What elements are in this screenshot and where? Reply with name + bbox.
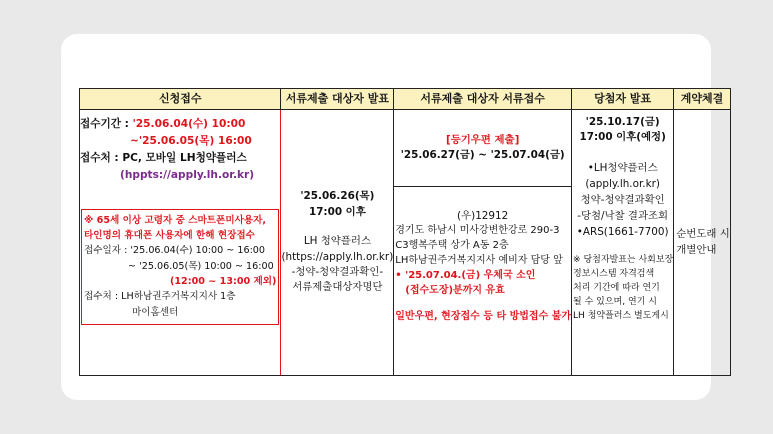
notice-place-value-2: 마이홈센터 [132,306,179,318]
detail-row-1 [80,110,731,187]
winner-ars: •ARS(1661-7700) [576,226,669,239]
notice-date-1: '25.06.04(수) 10:00 ~ 16:00 [130,245,266,257]
winner-note-1: ※ 당첨자발표는 사회보장 [573,255,674,266]
apply-cell [80,110,281,376]
winner-site-url-link[interactable]: (apply.lh.or.kr) [585,177,660,190]
docs-mail-period: '25.06.27(금) ~ '25.07.04(금) [400,149,565,161]
notice-date-line: 접수일자 : '25.06.04(수) 10:00 ~ 16:00 [84,245,266,257]
notice-date-label: 접수일자 [84,245,122,257]
apply-period-start: '25.06.04(수) 10:00 [132,118,246,130]
notice-lunch: (12:00 ~ 13:00 제외) [170,276,277,288]
notice-place-line: 접수처 : LH하남권주거복지지사 1층 [84,291,236,303]
notice-line-1: ※ 65세 이상 고령자 중 스마트폰미사용자, [84,214,267,226]
winner-cell [572,110,674,376]
apply-place-value: : PC, 모바일 LH청약플러스 [110,151,247,164]
announce-list-name: 서류제출대상자명단 [292,281,383,294]
notice-line-2: 타인명의 휴대폰 사용자에 한해 현장접수 [84,230,255,242]
contract-line-1: 순번도래 시 [676,228,730,241]
winner-note-2: 정보시스템 자격검색 [573,269,655,280]
notice-place-value: LH하남권주거복지지사 1층 [121,291,236,303]
winner-path-1: 청약-청약결과확인 [580,194,665,207]
winner-note-5: LH 청약플러스 별도게시 [573,311,669,322]
winner-date: '25.10.17(금) [585,116,660,128]
docs-deadline-2: (접수도장)분까지 유효 [405,284,505,296]
docs-zip: (우)12912 [457,210,509,222]
announce-url-link[interactable]: (https://apply.lh.or.kr) [281,250,394,263]
announce-cell [281,110,394,376]
header-row [80,89,731,110]
apply-period-end: ~'25.06.05(목) 16:00 [130,134,252,147]
winner-site: •LH청약플러스 [587,161,658,174]
onsite-notice-box [81,209,279,325]
header-winner: 당첨자 발표 [572,89,674,110]
announce-path: -청약-청약결과확인- [291,265,384,278]
docs-warning: 일반우편, 현장접수 등 타 방법접수 불가 [395,311,572,323]
content-card [61,34,730,400]
docs-deadline-1: • '25.07.04.(금) 우체국 소인 [395,269,536,281]
docs-address-2: C3행복주택 상가 A동 2층 [395,240,509,252]
winner-path-2: -당첨/낙찰 결과조회 [577,210,669,223]
docs-address-1: 경기도 하남시 미사강변한강로 290-3 [395,225,560,237]
docs-address-3: LH하남권주거복지지사 예비자 담당 앞 [395,254,563,266]
apply-period-sep: : [120,118,133,130]
apply-place-line [80,150,280,167]
announce-site: LH 청약플러스 [303,235,371,248]
winner-note-3: 처리 기간에 따라 연기 [573,283,660,294]
apply-period-label: 접수기간 [80,118,121,130]
header-announce: 서류제출 대상자 발표 [281,89,394,110]
header-docs: 서류제출 대상자 서류접수 [394,89,572,110]
winner-time: 17:00 이후(예정) [579,131,666,144]
header-apply: 신청접수 [80,89,281,110]
docs-mail-title: [등기우편 제출] [445,133,520,146]
notice-date-2: ~ '25.06.05(목) 10:00 ~ 16:00 [128,260,274,272]
winner-note-4: 될 수 있으며, 연기 시 [573,297,657,308]
apply-period-line [80,116,280,133]
apply-place-label: 접수처 [80,151,111,164]
contract-cell [674,110,731,376]
docs-address-cell [394,187,572,376]
notice-place-label: 접수처 [84,291,112,303]
announce-date: '25.06.26(목) [300,190,375,203]
schedule-table [79,88,731,376]
header-contract: 계약체결 [674,89,731,110]
docs-mail-cell [394,110,572,187]
apply-url-link[interactable]: (hppts://apply.lh.or.kr) [120,168,255,181]
announce-time: 17:00 이후 [308,205,366,218]
contract-line-2: 개별안내 [676,243,717,256]
schedule-table-frame [79,88,731,376]
